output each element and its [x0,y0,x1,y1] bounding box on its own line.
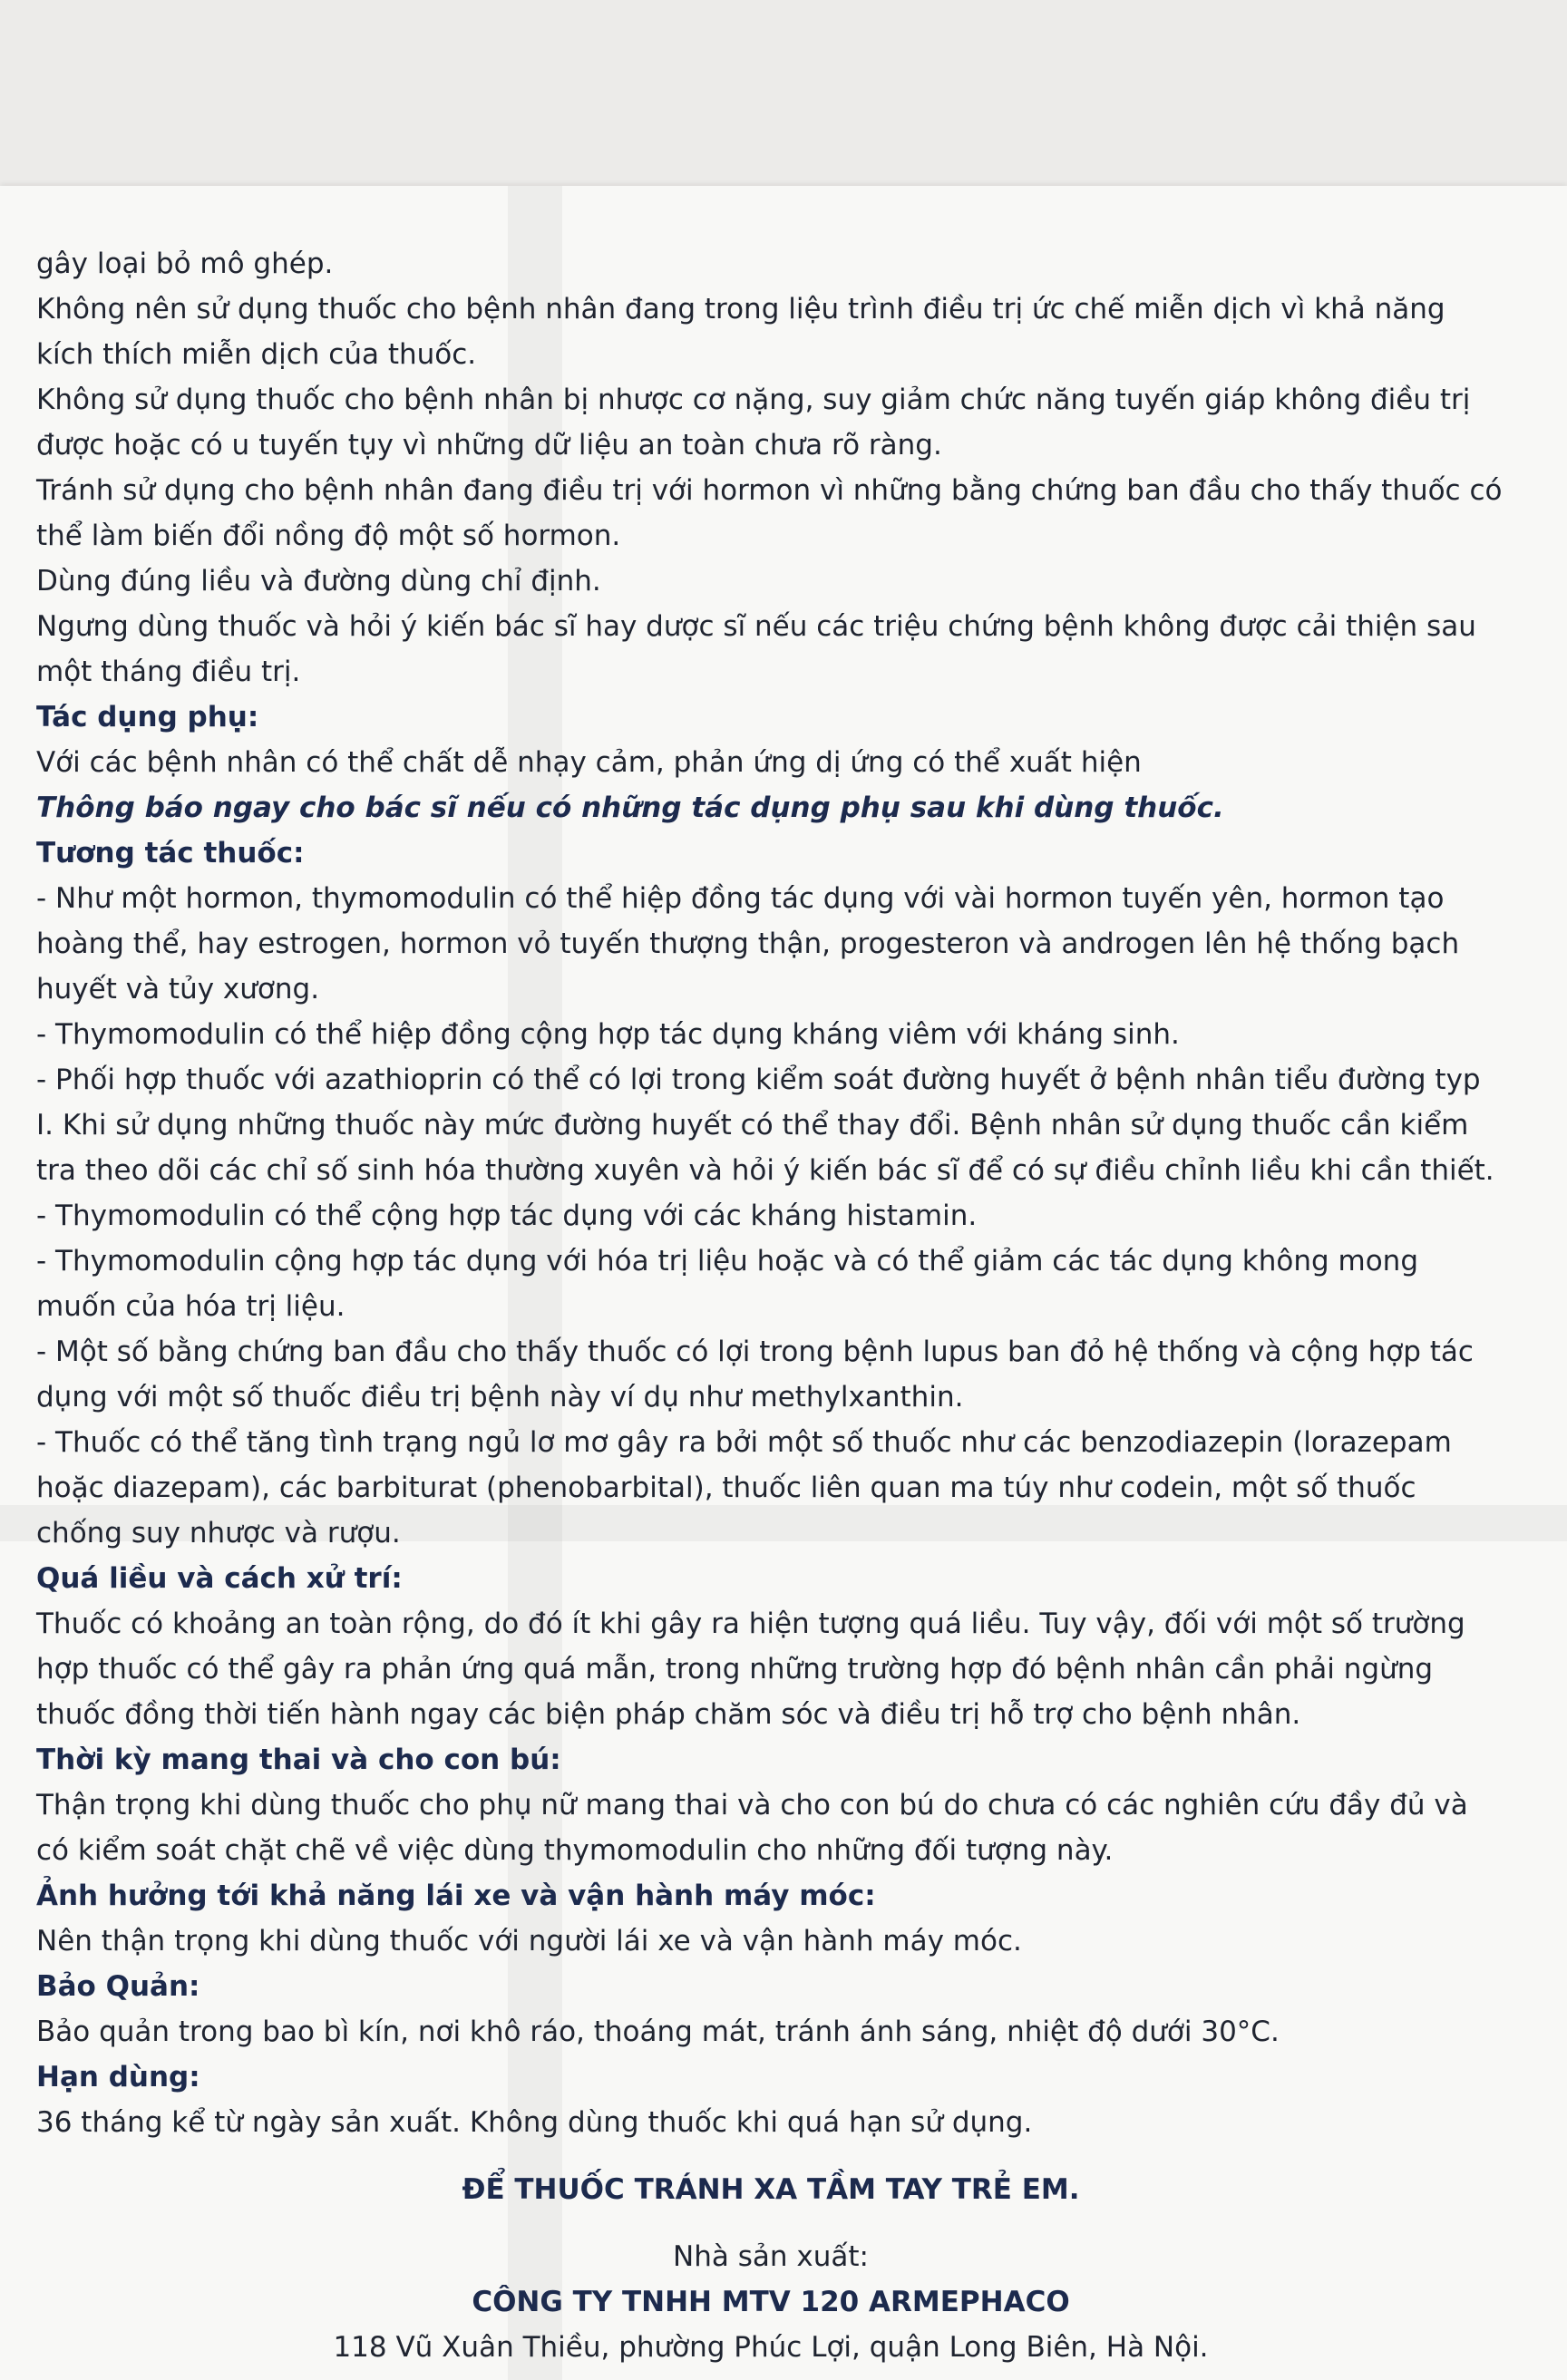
manufacturer-label: Nhà sản xuất: [673,2240,869,2273]
overdose-heading: Quá liều và cách xử trí: [36,1562,403,1595]
interaction-item: - Thymomodulin có thể cộng hợp tác dụng với các kháng histamin. [36,1200,978,1232]
interaction-item: - Như một hormon, thymomodulin có thể hiệp đồng tác dụng với vài hormon tuyến yên, hormon tạo hoàng thể, hay estrogen, hormon vỏ tuyến thượng thận, progesteron và androgen lên hệ thống bạch huyết và tủy xương. [36,882,1460,1005]
storage-text: Bảo quản trong bao bì kín, nơi khô ráo, thoáng mát, tránh ánh sáng, nhiệt độ dưới 30°C. [36,2016,1280,2048]
overdose-text: Thuốc có khoảng an toàn rộng, do đó ít khi gây ra hiện tượng quá liều. Tuy vậy, đối với một số trường hợp thuốc có thể gây ra phản ứng quá mẫn, trong những trường hợp đó bệnh nhân cần phải ngừng thuốc đồng thời tiến hành ngay các biện pháp chăm sóc và điều trị hỗ trợ cho bệnh nhân. [36,1608,1465,1731]
interaction-item: - Phối hợp thuốc với azathioprin có thể có lợi trong kiểm soát đường huyết ở bệnh nhân tiểu đường typ I. Khi sử dụng những thuốc này mức đường huyết có thể thay đổi. Bệnh nhân sử dụng thuốc cần kiểm tra theo dõi các chỉ số sinh hóa thường xuyên và hỏi ý kiến bác sĩ để có sự điều chỉnh liều khi cần thiết. [36,1064,1494,1187]
expiry-heading: Hạn dùng: [36,2061,200,2093]
paragraph: Tránh sử dụng cho bệnh nhân đang điều trị với hormon vì những bằng chứng ban đầu cho thấy thuốc có thể làm biến đổi nồng độ một số hormon. [36,474,1503,552]
interaction-item: - Thuốc có thể tăng tình trạng ngủ lơ mơ gây ra bởi một số thuốc như các benzodiazepin (lorazepam hoặc diazepam), các barbiturat (phenobarbital), thuốc liên quan ma túy như codein, một số thuốc chống suy nhược và rượu. [36,1426,1452,1549]
interaction-item: - Thymomodulin cộng hợp tác dụng với hóa trị liệu hoặc và có thể giảm các tác dụng không mong muốn của hóa trị liệu. [36,1245,1419,1323]
paragraph: Không sử dụng thuốc cho bệnh nhân bị nhược cơ nặng, suy giảm chức năng tuyến giáp không điều trị được hoặc có u tuyến tụy vì những dữ liệu an toàn chưa rõ ràng. [36,384,1471,461]
company-address: 118 Vũ Xuân Thiều, phường Phúc Lợi, quận Long Biên, Hà Nội. [333,2331,1209,2364]
side-effects-heading: Tác dụng phụ: [36,701,259,733]
paragraph: Không nên sử dụng thuốc cho bệnh nhân đang trong liệu trình điều trị ức chế miễn dịch vì khả năng kích thích miễn dịch của thuốc. [36,293,1445,371]
children-warning: ĐỂ THUỐC TRÁNH XA TẦM TAY TRẺ EM. [462,2173,1080,2206]
driving-text: Nên thận trọng khi dùng thuốc với người lái xe và vận hành máy móc. [36,1925,1022,1957]
side-effects-warning: Thông báo ngay cho bác sĩ nếu có những tác dụng phụ sau khi dùng thuốc. [36,792,1224,824]
driving-heading: Ảnh hưởng tới khả năng lái xe và vận hành máy móc: [36,1880,876,1912]
interaction-item: - Thymomodulin có thể hiệp đồng cộng hợp tác dụng kháng viêm với kháng sinh. [36,1018,1180,1051]
pregnancy-heading: Thời kỳ mang thai và cho con bú: [36,1744,561,1776]
paragraph: Dùng đúng liều và đường dùng chỉ định. [36,565,601,597]
side-effects-text: Với các bệnh nhân có thể chất dễ nhạy cảm, phản ứng dị ứng có thể xuất hiện [36,746,1142,779]
paragraph: gây loại bỏ mô ghép. [36,248,334,280]
storage-heading: Bảo Quản: [36,1970,200,2003]
interactions-heading: Tương tác thuốc: [36,837,305,869]
leaflet-content [36,241,1505,2370]
expiry-text: 36 tháng kể từ ngày sản xuất. Không dùng thuốc khi quá hạn sử dụng. [36,2106,1033,2139]
pregnancy-text: Thận trọng khi dùng thuốc cho phụ nữ mang thai và cho con bú do chưa có các nghiên cứu đầy đủ và có kiểm soát chặt chẽ về việc dùng thymomodulin cho những đối tượng này. [36,1789,1468,1867]
company-name: CÔNG TY TNHH MTV 120 ARMEPHACO [472,2286,1070,2318]
interaction-item: - Một số bằng chứng ban đầu cho thấy thuốc có lợi trong bệnh lupus ban đỏ hệ thống và cộng hợp tác dụng với một số thuốc điều trị bệnh này ví dụ như methylxanthin. [36,1336,1474,1413]
paragraph: Ngưng dùng thuốc và hỏi ý kiến bác sĩ hay dược sĩ nếu các triệu chứng bệnh không được cải thiện sau một tháng điều trị. [36,610,1476,688]
